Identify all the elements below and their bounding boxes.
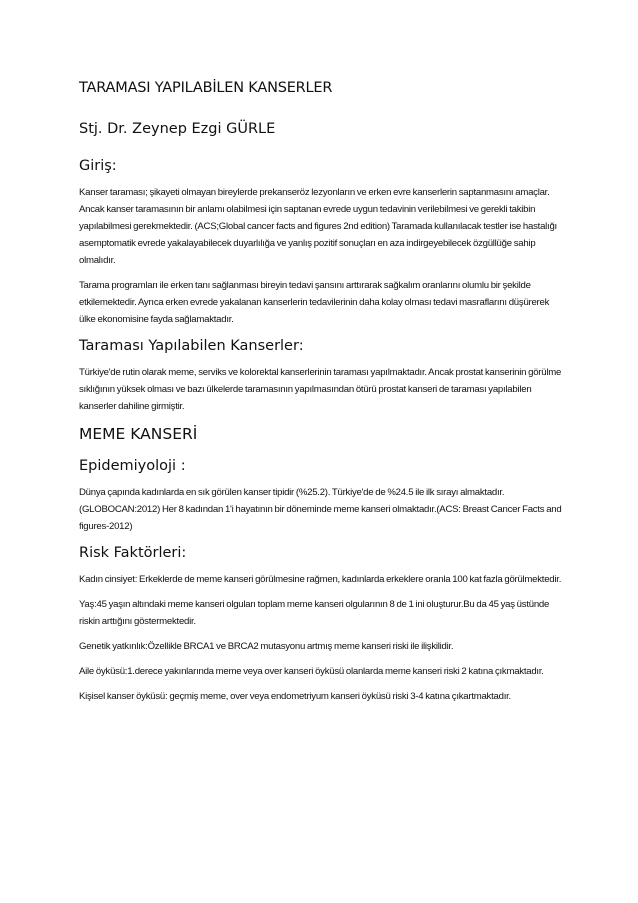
risk-factor-item: Kadın cinsiyet: Erkeklerde de meme kanseri görülmesine rağmen, kadınlarda erkeklere oranla 100 kat fazla görülmektedir. xyxy=(79,574,562,585)
risk-factor-item: Genetik yatkınlık:Özellikle BRCA1 ve BRCA2 mutasyonu artmış meme kanseri riski ile ilişkilidir. xyxy=(79,641,454,652)
breast-cancer-heading: MEME KANSERİ xyxy=(79,425,198,443)
risk-factor-item: Kişisel kanser öyküsü: geçmiş meme, over veya endometriyum kanseri öyküsü riski 3-4 katına çıkartmaktadır. xyxy=(79,691,511,702)
intro-paragraph-2: Tarama programları ile erken tanı sağlanması bireyin tedavi şansını arttırarak sağkalım oranlarını olumlu bir şekilde etkilemektedir. Ayrıca erken evrede yakalanan kanserlerin tedavilerinin daha kolay olması tedavi masraflarını düşürerek ülke ekonomisine fayda sağlamaktadır. xyxy=(79,280,550,325)
epidemiology-heading: Epidemiyoloji : xyxy=(79,458,186,474)
author-line: Stj. Dr. Zeynep Ezgi GÜRLE xyxy=(79,121,276,137)
intro-heading: Giriş: xyxy=(79,158,117,174)
epidemiology-paragraph: Dünya çapında kadınlarda en sık görülen kanser tipidir (%25.2). Türkiye'de de %24.5 ile ilk sırayı almaktadır. (GLOBOCAN:2012) Her 8 kadından 1'i hayatının bir döneminde meme kanseri olmaktadır.(ACS: Breast Cancer Facts and figures-2012) xyxy=(79,487,562,532)
document-title: TARAMASI YAPILABİLEN KANSERLER xyxy=(79,80,333,96)
risk-factors-heading: Risk Faktörleri: xyxy=(79,545,187,561)
intro-paragraph-1: Kanser taraması; şikayeti olmayan bireylerde prekanseröz lezyonların ve erken evre kanserlerin saptanmasını amaçlar. Ancak kanser taramasının bir anlamı olabilmesi için saptanan evrede uygun tedavinin verilebilmesi ve gerekli takibin yapılabilmesi gerekmektedir. (ACS;Global cancer facts and figures 2nd edition) Taramada kullanılacak testler ise hastalığı asemptomatik evrede yakalayabilecek duyarlılığa ve yanlış pozitif sonuçları en aza indirgeyebilecek özgüllüğe sahip olmalıdır. xyxy=(79,187,557,266)
screenable-cancers-heading: Taraması Yapılabilen Kanserler: xyxy=(79,338,304,354)
risk-factor-item: Aile öyküsü:1.derece yakınlarında meme veya over kanseri öyküsü olanlarda meme kanseri riski 2 katına çıkmaktadır. xyxy=(79,666,544,677)
screenable-cancers-paragraph: Türkiye'de rutin olarak meme, serviks ve kolorektal kanserlerinin taraması yapılmaktadır. Ancak prostat kanserinin görülme sıklığının yüksek olması ve bazı ülkelerde taramasının yapılmasından ötürü prostat kanseri de taraması yapılabilen kanserler dahiline girmiştir. xyxy=(79,367,562,412)
risk-factor-item: Yaş:45 yaşın altındaki meme kanseri olguları toplam meme kanseri olgularının 8 de 1 ini oluşturur.Bu da 45 yaş üstünde riskin arttığını göstermektedir. xyxy=(79,599,550,627)
document-body xyxy=(79,78,564,713)
